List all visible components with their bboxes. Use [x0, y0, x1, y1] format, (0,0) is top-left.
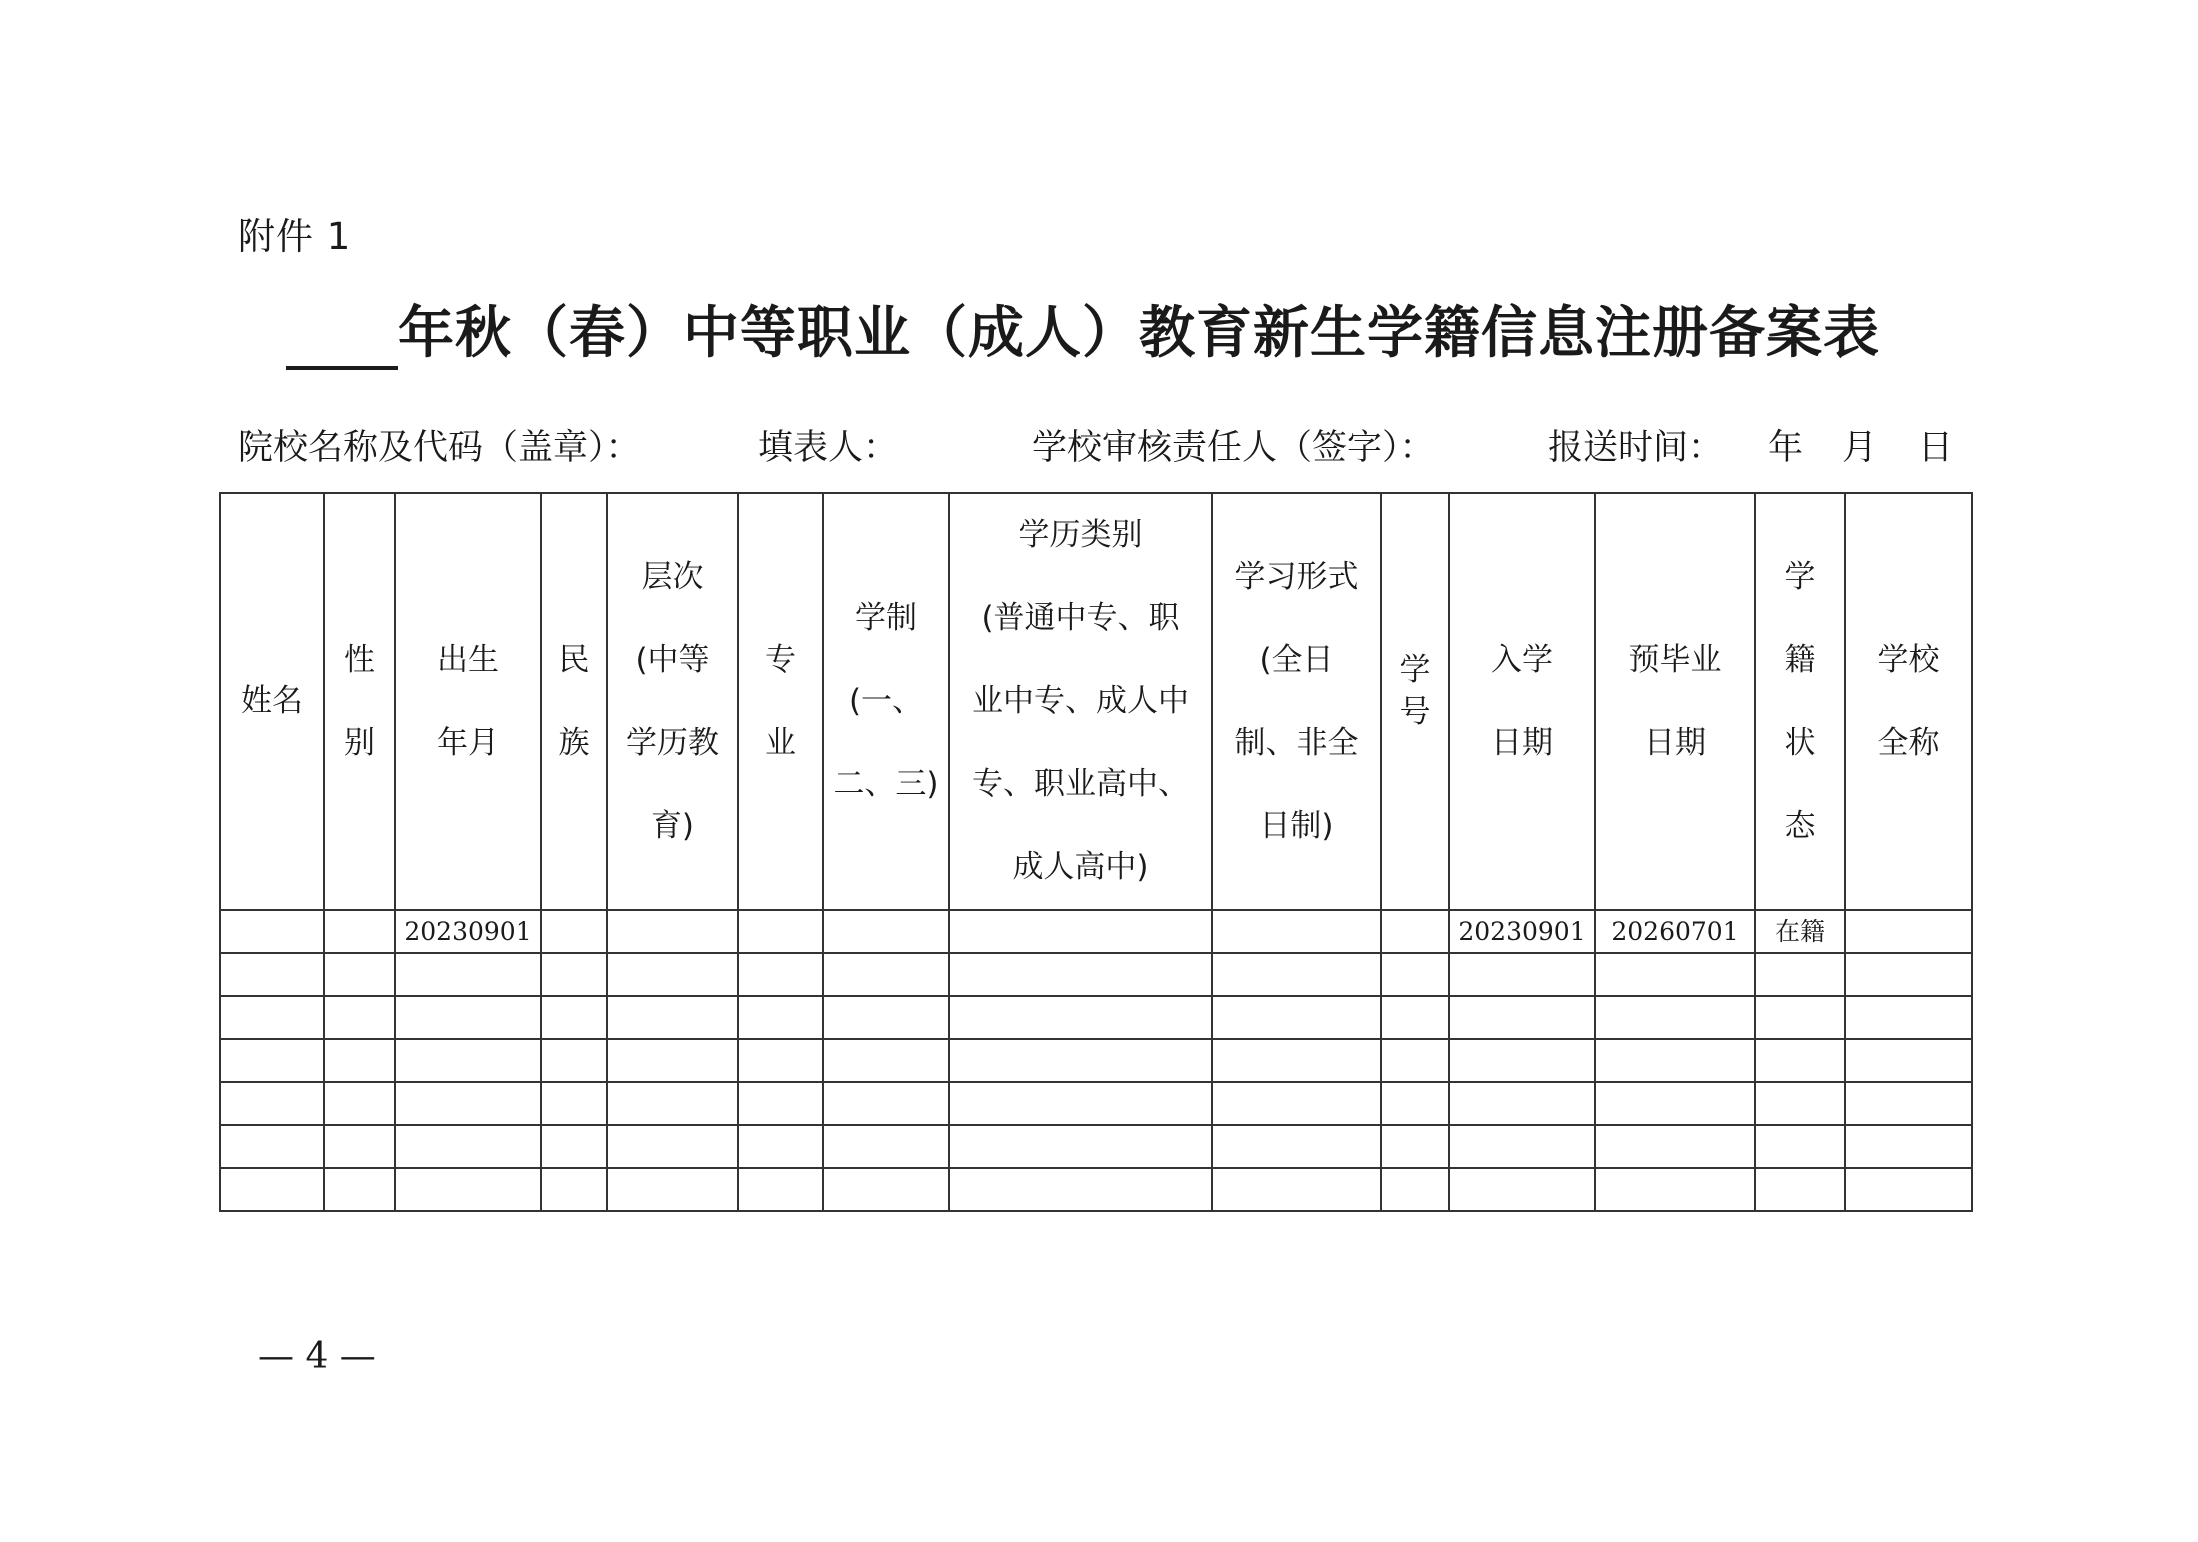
- header-student-id: [1381, 493, 1449, 910]
- table-cell: [1449, 1082, 1595, 1125]
- table-cell: [1381, 1168, 1449, 1211]
- header-label: 民 族: [558, 641, 590, 761]
- table-cell: [1755, 1082, 1845, 1125]
- table-cell: [541, 1168, 607, 1211]
- table-cell: [1212, 1039, 1381, 1082]
- table-row: [220, 996, 1972, 1039]
- table-cell: 20230901: [1449, 910, 1595, 953]
- table-cell: [324, 1168, 395, 1211]
- table-cell: [949, 1039, 1212, 1082]
- info-row: [238, 420, 1958, 470]
- header-status: [1755, 493, 1845, 910]
- table-cell: [220, 953, 324, 996]
- table-cell: [220, 1082, 324, 1125]
- header-label: 专 业: [765, 641, 796, 761]
- header-label: 学校 全称: [1877, 641, 1940, 761]
- table-cell: [823, 1082, 949, 1125]
- table-cell: [949, 953, 1212, 996]
- header-level: [607, 493, 738, 910]
- table-cell: [1449, 996, 1595, 1039]
- table-cell: [1212, 953, 1381, 996]
- registration-table: [219, 492, 1973, 1212]
- table-cell: [324, 1082, 395, 1125]
- table-cell: [220, 1125, 324, 1168]
- table-cell: [1212, 910, 1381, 953]
- table-cell: [1845, 953, 1972, 996]
- table-cell: [738, 1125, 823, 1168]
- header-gender: [324, 493, 395, 910]
- table-cell: [1595, 1039, 1755, 1082]
- table-cell: [1381, 910, 1449, 953]
- submit-time-label: 报送时间：: [1548, 428, 1724, 468]
- table-body: [220, 493, 1972, 1211]
- table-cell: [1595, 996, 1755, 1039]
- header-label: 学习形式 (全日 制、非全 日制): [1234, 558, 1359, 844]
- table-cell: [1845, 996, 1972, 1039]
- table-cell: [1755, 1039, 1845, 1082]
- reviewer-label: 学校审核责任人（签字）：: [1032, 428, 1435, 468]
- table-cell: [738, 910, 823, 953]
- table-cell: [395, 953, 541, 996]
- table-cell: [1845, 1125, 1972, 1168]
- table-cell: [395, 1168, 541, 1211]
- table-cell: [1595, 1082, 1755, 1125]
- header-label: 学 号: [1399, 652, 1431, 730]
- table-cell: [1449, 953, 1595, 996]
- table-cell: 在籍: [1755, 910, 1845, 953]
- table-cell: [1845, 1168, 1972, 1211]
- table-cell: [324, 1125, 395, 1168]
- table-row: [220, 1039, 1972, 1082]
- table-cell: [823, 953, 949, 996]
- table-cell: [1845, 1039, 1972, 1082]
- table-cell: [1845, 1082, 1972, 1125]
- header-enroll-date: [1449, 493, 1595, 910]
- header-label: 姓名: [241, 683, 303, 719]
- year-blank-line: [286, 304, 398, 370]
- table-cell: [1212, 1125, 1381, 1168]
- table-cell: [395, 996, 541, 1039]
- table-cell: [1449, 1039, 1595, 1082]
- table-cell: [1381, 996, 1449, 1039]
- table-cell: [607, 953, 738, 996]
- table-cell: [541, 953, 607, 996]
- table-cell: 20230901: [395, 910, 541, 953]
- table-cell: [738, 1082, 823, 1125]
- table-cell: [738, 1168, 823, 1211]
- school-name-label: 院校名称及代码（盖章）：: [238, 428, 641, 468]
- table-cell: [1449, 1168, 1595, 1211]
- table-cell: [1381, 1039, 1449, 1082]
- table-cell: [1845, 910, 1972, 953]
- month-label: 月: [1842, 428, 1878, 468]
- table-cell: [324, 1039, 395, 1082]
- header-category: [949, 493, 1212, 910]
- table-cell: [607, 1125, 738, 1168]
- table-cell: [1755, 953, 1845, 996]
- header-label: 出生 年月: [437, 641, 499, 761]
- table-cell: [949, 1082, 1212, 1125]
- table-cell: [541, 996, 607, 1039]
- header-name: [220, 493, 324, 910]
- table-row: [220, 1082, 1972, 1125]
- header-ethnicity: [541, 493, 607, 910]
- table-cell: [1449, 1125, 1595, 1168]
- title-text: 年秋（春）中等职业（成人）教育新生学籍信息注册备案表: [398, 301, 1880, 366]
- table-cell: [607, 1039, 738, 1082]
- year-label: 年: [1768, 428, 1804, 468]
- table-cell: [541, 910, 607, 953]
- table-cell: [949, 996, 1212, 1039]
- table-cell: [607, 1082, 738, 1125]
- header-row: [220, 493, 1972, 910]
- table-cell: [395, 1082, 541, 1125]
- table-row: [220, 1168, 1972, 1211]
- header-label: 预毕业 日期: [1628, 641, 1722, 761]
- table-cell: [1381, 1125, 1449, 1168]
- table-cell: [1212, 1168, 1381, 1211]
- table-row: [220, 1125, 1972, 1168]
- header-major: [738, 493, 823, 910]
- table-cell: [607, 910, 738, 953]
- table-cell: [1212, 1082, 1381, 1125]
- header-label: 性 别: [344, 641, 375, 761]
- header-label: 学 籍 状 态: [1784, 558, 1816, 844]
- table-row: [220, 910, 1972, 953]
- table-cell: [541, 1125, 607, 1168]
- table-cell: [1755, 1168, 1845, 1211]
- table-cell: [1755, 996, 1845, 1039]
- attachment-label: 附件 1: [238, 215, 352, 258]
- table-cell: [823, 1039, 949, 1082]
- table-cell: [220, 910, 324, 953]
- table-cell: [607, 1168, 738, 1211]
- table-cell: [949, 1168, 1212, 1211]
- filler-label: 填表人：: [758, 428, 899, 468]
- table-cell: [823, 996, 949, 1039]
- table-cell: [1595, 1125, 1755, 1168]
- table-cell: [1212, 996, 1381, 1039]
- table-cell: [1381, 953, 1449, 996]
- table-cell: [220, 1039, 324, 1082]
- table-cell: 20260701: [1595, 910, 1755, 953]
- table-cell: [324, 996, 395, 1039]
- table-cell: [949, 1125, 1212, 1168]
- header-label: 学历类别 (普通中专、职 业中专、成人中 专、职业高中、 成人高中): [972, 517, 1189, 885]
- table-cell: [395, 1125, 541, 1168]
- table-cell: [1755, 1125, 1845, 1168]
- header-study-form: [1212, 493, 1381, 910]
- table-cell: [607, 996, 738, 1039]
- table-row: [220, 953, 1972, 996]
- table-cell: [823, 1125, 949, 1168]
- document-title: [286, 290, 1926, 370]
- header-birth: [395, 493, 541, 910]
- table-cell: [541, 1039, 607, 1082]
- table-cell: [220, 1168, 324, 1211]
- table-cell: [395, 1039, 541, 1082]
- table-cell: [1595, 953, 1755, 996]
- header-label: 学制 (一、 二、三): [833, 600, 939, 802]
- header-label: 入学 日期: [1491, 641, 1553, 761]
- day-label: 日: [1918, 428, 1954, 468]
- table-cell: [949, 910, 1212, 953]
- table-cell: [220, 996, 324, 1039]
- header-label: 层次 (中等 学历教 育): [626, 558, 719, 844]
- header-graduation-date: [1595, 493, 1755, 910]
- table-cell: [738, 1039, 823, 1082]
- table-cell: [324, 910, 395, 953]
- header-school-name: [1845, 493, 1972, 910]
- table-cell: [1381, 1082, 1449, 1125]
- table-cell: [738, 996, 823, 1039]
- table-cell: [823, 1168, 949, 1211]
- table-cell: [541, 1082, 607, 1125]
- header-duration: [823, 493, 949, 910]
- table-cell: [823, 910, 949, 953]
- table-cell: [738, 953, 823, 996]
- page-number: — 4 —: [258, 1336, 376, 1377]
- table-cell: [1595, 1168, 1755, 1211]
- table-cell: [324, 953, 395, 996]
